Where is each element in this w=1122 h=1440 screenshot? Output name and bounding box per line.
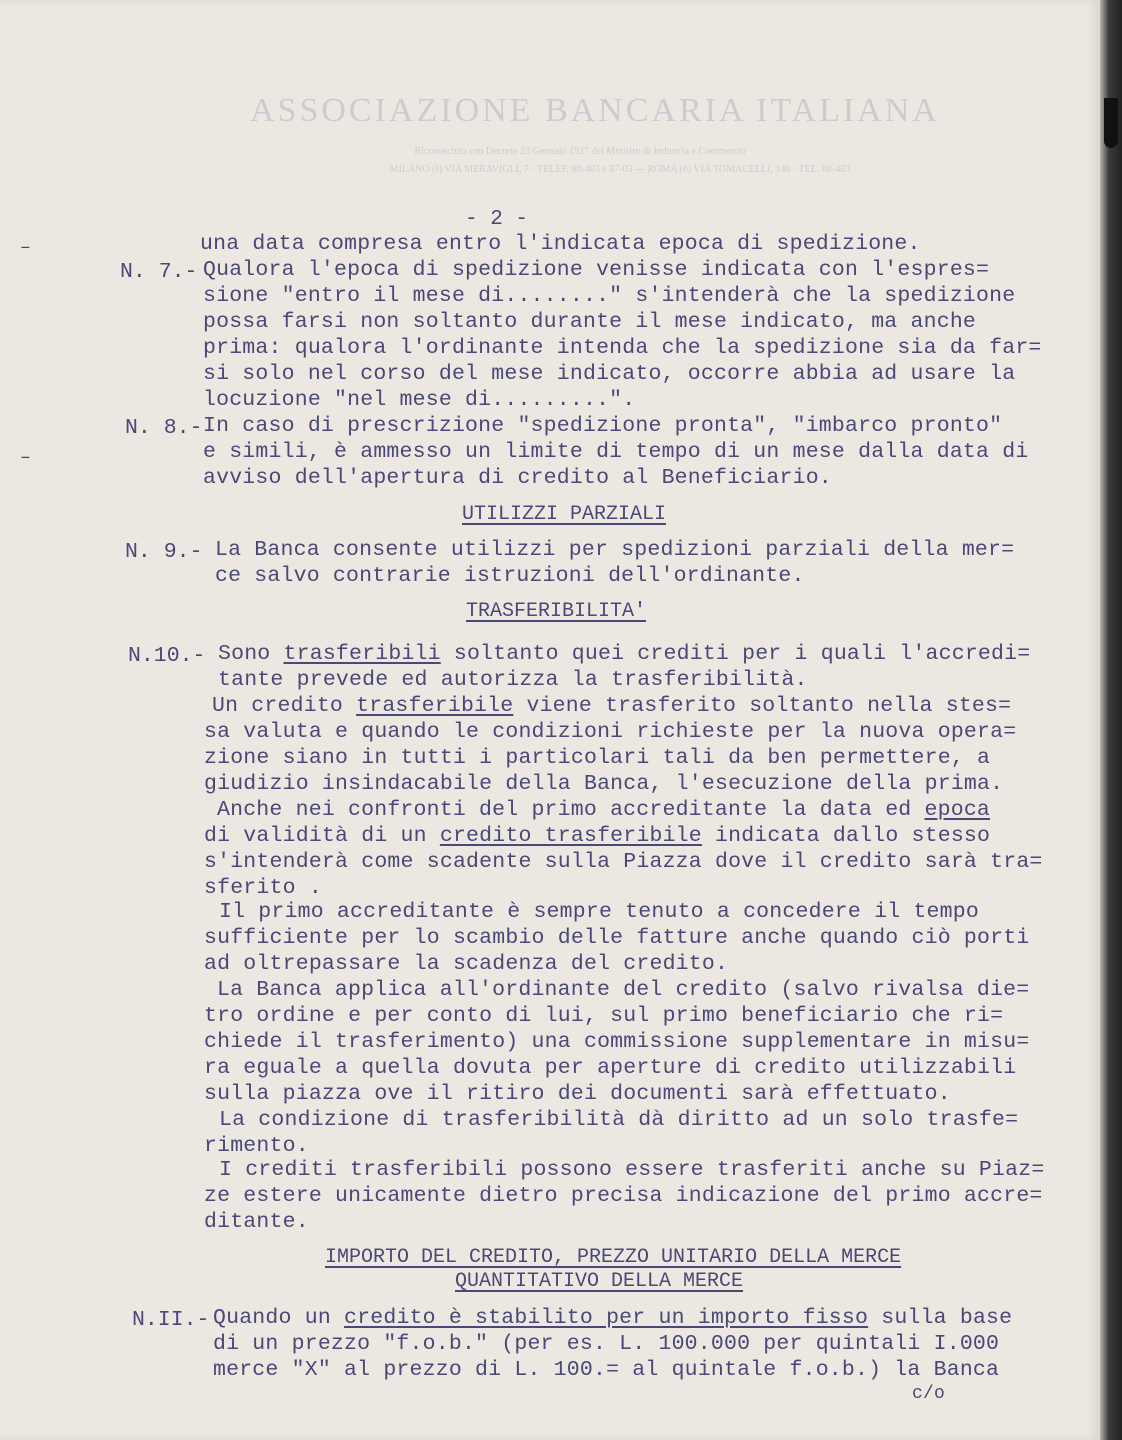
text-line: locuzione "nel mese di.........". [203,388,636,412]
text-line: di validità di un credito trasferibile indicata dallo stesso [204,824,991,848]
text-line: sulla piazza ove il ritiro dei documenti sarà effettuato. [204,1082,951,1106]
text-line: merce "X" al prezzo di L. 100.= al quintale f.o.b.) la Banca [213,1358,1000,1382]
text-line: chiede il trasferimento) una commissione supplementare in misu= [204,1030,1030,1054]
text-line: Sono trasferibili soltanto quei crediti per i quali l'accredi= [218,642,1031,666]
text-line: Quando un credito è stabilito per un importo fisso sulla base [213,1306,1013,1330]
text-line: I crediti trasferibili possono essere trasferiti anche su Piaz= [219,1158,1045,1182]
text-line: ra eguale a quella dovuta per aperture di credito utilizzabili [204,1056,1017,1080]
text-line: Anche nei confronti del primo accreditante la data ed epoca [217,798,991,822]
text-line: sa valuta e quando le condizioni richieste per la nuova opera= [204,720,1017,744]
section-heading-trasferibilita: TRASFERIBILITA' [466,600,647,623]
paragraph-number: N.10.- [128,644,206,668]
text-line: ce salvo contrarie istruzioni dell'ordinante. [215,564,805,588]
text-line: In caso di prescrizione "spedizione pronta", "imbarco pronto" [203,414,1003,438]
text-line: s'intenderà come scadente sulla Piazza dove il credito sarà tra= [204,850,1043,874]
text-line: tro ordine e per conto di lui, sul primo beneficiario che ri= [204,1004,1004,1028]
paragraph-number: N.II.- [132,1308,210,1332]
text-line: possa farsi non soltanto durante il mese indicato, ma anche [203,310,977,334]
text-line: prima: qualora l'ordinante intenda che la spedizione sia da far= [203,336,1042,360]
letterhead-title: ASSOCIAZIONE BANCARIA ITALIANA [250,92,940,129]
binder-edge [1100,0,1122,1440]
text-line: e simili, è ammesso un limite di tempo di un mese dalla data di [203,440,1029,464]
text-line: ditante. [204,1210,309,1234]
text-line: rimento. [204,1134,309,1158]
margin-mark-icon: – [20,238,31,258]
text-line: ze estere unicamente dietro precisa indicazione del primo accre= [204,1184,1043,1208]
continuation-mark: c/o [912,1384,946,1404]
text-line: di un prezzo "f.o.b." (per es. L. 100.000 per quintali I.000 [213,1332,1000,1356]
margin-mark-icon: – [20,448,31,468]
text-line: La condizione di trasferibilità dà diritto ad un solo trasfe= [219,1108,1019,1132]
section-heading-importo: IMPORTO DEL CREDITO, PREZZO UNITARIO DELLA MERCE [325,1246,902,1269]
text-line: giudizio insindacabile della Banca, l'esecuzione della prima. [204,772,1004,796]
section-heading-utilizzi: UTILIZZI PARZIALI [462,503,667,526]
text-line: ad oltrepassare la scadenza del credito. [204,952,729,976]
paragraph-number: N. 7.- [120,260,198,284]
text-line: La Banca applica all'ordinante del credito (salvo rivalsa die= [217,978,1030,1002]
text-line: avviso dell'apertura di credito al Beneficiario. [203,466,832,490]
binder-clip-icon [1104,98,1118,148]
text-line: Un credito trasferibile viene trasferito soltanto nella stes= [212,694,1012,718]
text-line: sione "entro il mese di........" s'intenderà che la spedizione [203,284,1016,308]
text-line: si solo nel corso del mese indicato, occorre abbia ad usare la [203,362,1016,386]
section-heading-quantitativo: QUANTITATIVO DELLA MERCE [455,1270,744,1293]
text-line: La Banca consente utilizzi per spedizioni parziali della mer= [215,538,1015,562]
text-line: una data compresa entro l'indicata epoca di spedizione. [200,232,921,256]
text-line: sufficiente per lo scambio delle fatture anche quando ciò porti [204,926,1030,950]
paragraph-number: N. 8.- [125,416,203,440]
text-line: Il primo accreditante è sempre tenuto a concedere il tempo [219,900,979,924]
text-line: tante prevede ed autorizza la trasferibilità. [218,668,808,692]
page-number: - 2 - [465,208,529,231]
letterhead-line-1: Riconosciuta con Decreto 23 Gennaio 1927 del Ministro di Industria e Commercio [414,146,746,157]
paragraph-number: N. 9.- [125,540,203,564]
text-line: zione siano in tutti i particolari tali da ben permettere, a [204,746,991,770]
text-line: Qualora l'epoca di spedizione venisse indicata con l'espres= [203,258,990,282]
text-line: sferito . [204,876,322,900]
letterhead-line-2: MILANO (I) VIA MERAVIGLI, 7 - TELEF. 80-483 e 87-03 — ROMA (6) VIA TOMACELLI, 146 - TEL. 68-483 [389,164,851,175]
